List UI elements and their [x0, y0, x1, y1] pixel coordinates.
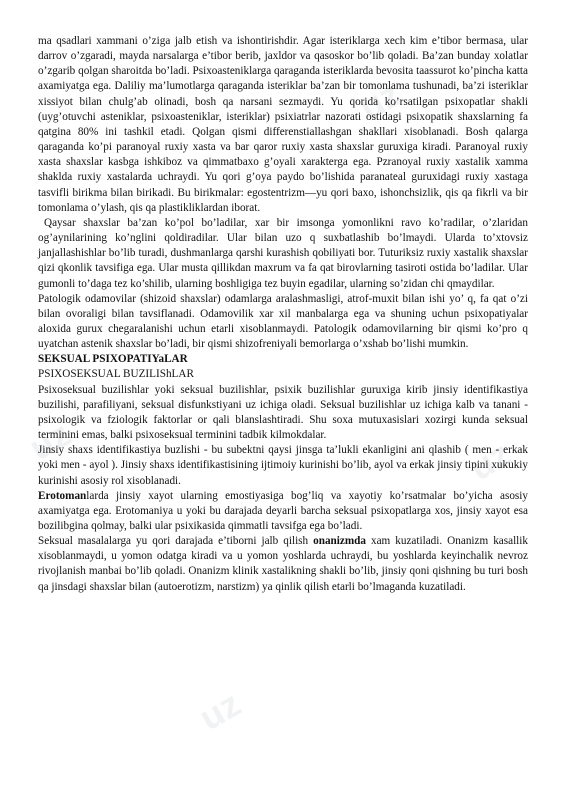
- watermark: uz: [22, 412, 78, 469]
- bold-term: onanizmda: [313, 535, 366, 548]
- paragraph: Qaysar shaxslar ba’zan ko’pol bo’ladilar, xar bir imsonga yomonlikni ravo ko’radilar, o’zlaridan og’aynilarining ko’nglini qoldiradilar. Ular bilan uzo q suxbatlashib bo’lmaydi. Ularda to’xtovsiz janjallashishlar bo’lib turadi, dushmanlarga qarshi kurashish qobiliyati bor. Tuturiksiz ruxiy xastalik shaxslar qizi qkonlik tavsifiga ega. Ular musta qillikdan maxrum va fa qat birovlarning tasiroti ostida bo’ladilar. Ular gumonli to’daga tez ko’shilib, ularning boshligiga tez buyin egadilar, ularning so’zidan chi qmaydilar.: [38, 216, 528, 290]
- bold-term: Erotoman: [38, 489, 87, 502]
- watermark: uz: [352, 72, 408, 129]
- watermark: uz: [462, 432, 518, 489]
- watermark: uz: [192, 682, 248, 739]
- paragraph: Jinsiy shaxs identifikastiya buzlishi - bu subektni qaysi jinsga ta’lukli ekanligini ani qlashib ( men - erkak yoki men - ayol ). Jinsiy shaxs identifikastisining ijtimoiy kurinishi bo’lib, ayol va erkak jinsiy tipini xukukiy kurinishi asosiy rol xisoblanadi.: [38, 444, 528, 487]
- paragraph-text: xam kuzatiladi. Onanizm kasallik xisoblanmaydi, u yomon odatga kiradi va u yomon yoshlarda uchraydi, bu yoshlarda keyinchalik nevroz rivojlanish manbai bo’lib qoladi. Onanizm klinik xastalikning shakli bo’lib, jinsiy qoni qishning bu turi bosh qa jinsdagi shaxslar bilan (autoerotizm, narstizm) ya qinlik qilish etarli bo’lmaganda kuzatiladi.: [38, 535, 528, 593]
- paragraph-text: larda jinsiy xayot ularning emostiyasiga bog’liq va xayotiy ko’rsatmalar bo’yicha asosiy axamiyatga ega. Erotomaniya u yoki bu darajada deyarli barcha seksual psixopatlarga xos, jinsiy xayot esa bozilibgina qolmay, balki ular psixikasida qimmatli tavsifga ega bo’ladi.: [38, 489, 528, 532]
- paragraph: Patologik odamovilar (shizoid shaxslar) odamlarga aralashmasligi, atrof-muxit bilan ishi yo’ q, fa qat o’zi bilan ovoraligi bilan tavsiflanadi. Odamovilik xar xil manbalarga ega va shuning uchun psixopatiyalar aloxida gurux chegaralanishi uchun etarli xisoblanmaydi. Patologik odamovilarning bir qismi ko’pro q uyatchan astenik shaxslar bo’ladi, bir qismi shizofreniyali bemorlarga o’xshab bo’lishi mumkin.: [38, 292, 528, 351]
- section-subheading: PSIXOSEKSUAL BUZILIShLAR: [38, 368, 194, 381]
- paragraph: ma qsadlari xammani o’ziga jalb etish va ishontirishdir. Agar isteriklarga xech kim e’tibor bermasa, ular darrov o’zgaradi, mayda narsalarga e’tibor berib, jaxldor va qasoskor bo’lib qoladi. Ba’zan bunday xolatlar o’zgarib qolgan sharoitda bo’ladi. Psixoasteniklarga qaraganda isteriklarda bevosita taassurot ko’pincha katta axamiyatga ega. Daliliy ma’lumotlarga qaraganda isteriklar ba’zan bir tomonlama tushunadi, ba’zi isteriklar xissiyot bilan chulg’ab olinadi, bosh qa narsani sezmaydi. Yu qorida ko’rsatilgan psixopatlar shakli (uyg’otuvchi asteniklar, psixoasteniklar, isteriklar) psixiatrlar nazorati ostidagi psixopatik shaxslarning fa qatgina 80% ini tashkil etadi. Qolgan qismi differenstiallashgan shakllari xisoblanadi. Bosh qalarga qaraganda ko’pi paranoyal ruxiy xasta va bar qaror ruxiy xasta shaxslar guruxiga kiradi. Paranoyal ruxiy xasta shaxslar kasbga ishkiboz va qimmatbaxo g’oyali xarakterga ega. Pzranoyal ruxiy xastalik xamma shaklda ruxiy xastalarda uchraydi. Yu qori g’oya paydo bo’lishida paranateal guruxidagi ruxiy xastaga tasvifli birikma bilan birikadi. Bu birikmalar: egostentrizm—yu qori baxo, ishonchsizlik, qis qa fikrli va bir tomonlama o’ylash, qis qa plastikliklardan iborat.: [38, 35, 528, 214]
- section-heading: SEKSUAL PSIXOPATIYaLAR: [38, 353, 188, 366]
- paragraph: [38, 534, 528, 595]
- paragraph: Psixoseksual buzilishlar yoki seksual buzilishlar, psixik buzilishlar guruxiga kirib jinsiy identifikastiya buzilishi, parafiliyani, seksual disfunkstiyani uz ichiga oladi. Seksual buzilishlar uz ichiga kalb va tanani - psixologik va fziologik faktorlar or qali blanslashtiradi. Shu soxa mutuxasislari xozirgi kunda seksual terminini emas, balki psixoseksual terminini tadbik kilmokdalar.: [38, 383, 528, 442]
- paragraph: [38, 489, 528, 534]
- document-body: [38, 34, 528, 595]
- paragraph-text: Seksual masalalarga yu qori darajada e’tiborni jalb qilish: [38, 535, 314, 548]
